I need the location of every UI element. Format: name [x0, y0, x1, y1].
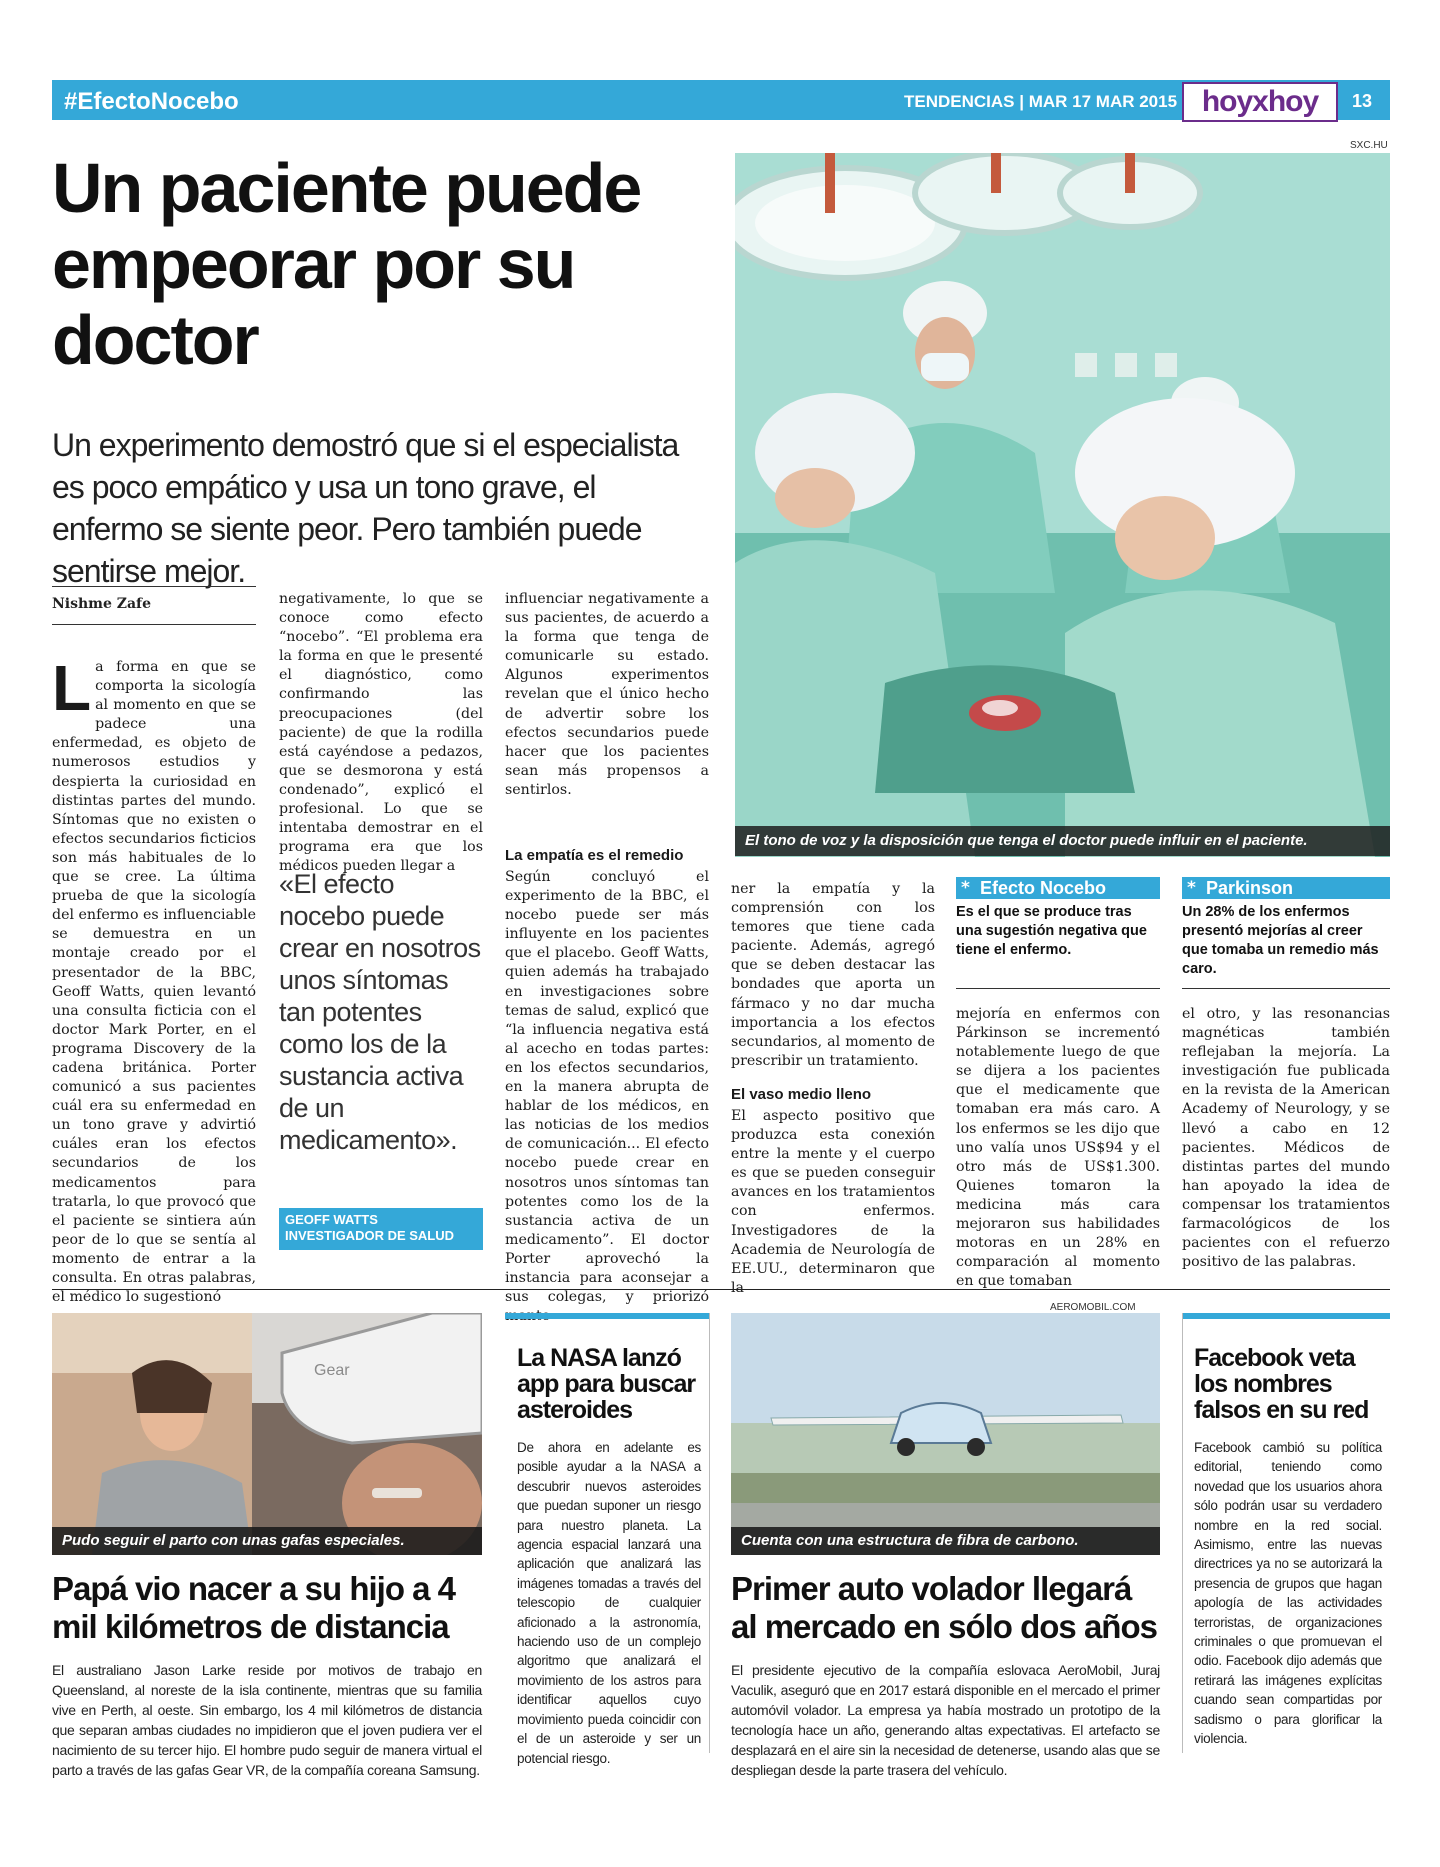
- car-photo-credit: AEROMOBIL.COM: [1050, 1302, 1136, 1313]
- section-tag[interactable]: #EfectoNocebo: [64, 88, 239, 115]
- byline-rule: [52, 624, 256, 625]
- date-line: TENDENCIAS | MAR 17 MAR 2015: [904, 92, 1178, 111]
- column-text: ner la empatía y la comprensión con los temores que tiene cada paciente. Además, agregó que se deben destacar las bondades que aporta un fármaco y no dar mucha importancia a los efectos secundarios, al momento de prescribir un tratamiento.: [731, 881, 935, 1069]
- vr-story-title[interactable]: Papá vio nacer a su hijo a 4 mil kilómetros de distancia: [52, 1570, 456, 1645]
- subhead-empatia: La empatía es el remedio: [505, 847, 684, 864]
- photo-caption-text: El tono de voz y la disposición que tenga el doctor puede influir en el paciente.: [745, 832, 1308, 849]
- car-caption-text: Cuenta con una estructura de fibra de carbono.: [741, 1532, 1079, 1549]
- page-number: 13: [1352, 91, 1373, 111]
- column-text: El aspecto positivo que produzca esta conexión entre la mente y el cuerpo es que se pueden conseguir avances en los tratamientos con enfermos. Investigadores de la Academia de Neurología de EE.UU., determinaron que la: [731, 1107, 935, 1296]
- photo-credit: SXC.HU: [1350, 140, 1388, 151]
- car-caption: [731, 1527, 1160, 1555]
- fact-box-parkinson-header: [1182, 877, 1390, 899]
- photo-caption: [735, 826, 1390, 856]
- article-column-3-bottom: [505, 840, 709, 1326]
- asterisk-icon: *: [961, 878, 970, 898]
- asterisk-icon: *: [1187, 878, 1196, 898]
- column-rule: [709, 1313, 710, 1753]
- article-column-3-top: influenciar negativamente a sus pacientes, de acuerdo a la forma que tenga de comunicarle su estado. Algunos experimentos revelan que el único hecho de advertir sobre los efectos secundarios puede hacer que los pacientes sean más propensos a sentirlos.: [505, 591, 709, 798]
- quote-author-name: GEOFF WATTS: [285, 1212, 378, 1227]
- facebook-box-accent: [1182, 1313, 1390, 1319]
- fact-box-parkinson-body: Un 28% de los enfermos presentó mejorías al creer que tomaba un remedio más caro.: [1182, 904, 1379, 977]
- column-text: a forma en que se comporta la sicología al momento en que se padece una enfermedad, es objeto de numerosos estudios y despierta la curiosidad en distintas partes del mundo. Síntomas que no existen o efectos secundarios ficticios son más habituales de lo que se cree. La última prueba de que la sicología del enfermo es influenciable se demuestra en un montaje creado por el presentador de la BBC, Geoff Watts, quien levantó una consulta ficticia con el doctor Mark Porter, en el programa Discovery de la cadena británica. Porter comunicó a sus pacientes cuál era su enfermedad en un tono grave y advirtió cuáles eran los efectos secundarios de los medicamentos para tratarla, lo que provocó que el paciente se sintiera aún peor de lo que se sentía al momento de entrar a la consulta. En otras palabras, el médico lo sugestionó: [52, 659, 256, 1306]
- newspaper-logo[interactable]: [1182, 82, 1338, 122]
- fact-box-nocebo-body: Es el que se produce tras una sugestión negativa que tiene el enfermo.: [956, 904, 1147, 958]
- quote-author-role: INVESTIGADOR DE SALUD: [285, 1228, 455, 1243]
- byline-rule: [52, 586, 256, 587]
- fact-box-rule: [1182, 988, 1390, 989]
- facebook-story-title[interactable]: Facebook veta los nombres falsos en su red: [1194, 1344, 1369, 1424]
- flying-car-illustration: [731, 1313, 1160, 1555]
- section-divider: [52, 1289, 1390, 1290]
- article-column-2: negativamente, lo que se conoce como efecto “nocebo”. “El problema era la forma en que le presenté el diagnóstico, como confirmando las preocupaciones (del paciente) de que la rodilla está cayéndose a pedazos, que se desmorona y está condenado”, explicó el profesional. Lo que se intentaba demostrar en el programa era que los médicos pueden llegar a: [279, 591, 483, 875]
- vr-story-photo: [52, 1313, 482, 1555]
- fact-box-rule: [956, 988, 1160, 989]
- fact-box-title: Parkinson: [1206, 878, 1294, 898]
- article-headline: Un paciente puede empeorar por su doctor: [52, 149, 641, 379]
- vr-illustration: [52, 1313, 482, 1555]
- headset-label: Gear: [314, 1362, 350, 1379]
- car-story-photo: [731, 1313, 1160, 1555]
- vr-caption-text: Pudo seguir el parto con unas gafas especiales.: [62, 1532, 405, 1549]
- nasa-story-title[interactable]: La NASA lanzó app para buscar asteroides: [517, 1344, 696, 1424]
- article-column-6: el otro, y las resonancias magnéticas también reflejaban la mejoría. La investigación fue publicada en la revista de la American Academy of Neurology, y se llevó a cabo en 12 pacientes. Médicos de distintas partes del mundo han apoyado la idea de compensar los tratamientos farmacológicos de los pacientes con el refuerzo positivo de las palabras.: [1182, 1006, 1390, 1271]
- surgery-photo: [735, 153, 1390, 857]
- car-story-title[interactable]: Primer auto volador llegará al mercado en sólo dos años: [731, 1570, 1157, 1645]
- article-column-4: [731, 880, 935, 1298]
- article-subheadline: Un experimento demostró que si el especialista es poco empático y usa un tono grave, el enfermo se siente peor. Pero también puede sentirse mejor.: [52, 427, 679, 589]
- car-story-body: El presidente ejecutivo de la compañía eslovaca AeroMobil, Juraj Vaculik, aseguró que en 2017 estará disponible en el mercado el primer automóvil volador. La empresa ya había mostrado un prototipo de la tecnología hace un año, generando altas expectativas. El artefacto se desplazará en el aire sin la necesidad de detenerse, usando alas que se despliegan desde la parte trasera del vehículo.: [731, 1662, 1160, 1778]
- facebook-story-body: Facebook cambió su política editorial, teniendo como novedad que los usuarios ahora sólo podrán usar su verdadero nombre en la red social. Asimismo, entre las nuevas directrices ya no se autorizará la presencia de grupos que hagan apología de las actividades terroristas, de organizaciones criminales o que promuevan el odio. Facebook dijo además que retirará las imágenes explícitas cuando sean compartidas por sadismo o para glorificar la violencia.: [1194, 1440, 1382, 1747]
- subhead-vaso: El vaso medio lleno: [731, 1085, 872, 1103]
- article-column-5: mejoría en enfermos con Párkinson se incrementó notablemente luego de que se dijera a los pacientes que el medicamente que tomaban era más caro. A los enfermos se les dijo que uno valía unos US$94 y el otro más de US$1.300. Quienes tomaron la medicina más cara mejoraron sus habilidades motoras en un 28% en comparación al momento en que tomaban: [956, 1006, 1160, 1290]
- logo-text: hoyxhoy: [1201, 85, 1319, 118]
- nasa-story-body: De ahora en adelante es posible ayudar a la NASA a descubrir nuevos asteroides que puedan suponer un riesgo para nuestro planeta. La agencia espacial lanzará una aplicación que analizará las imágenes tomadas a través del telescopio de cualquier aficionado a la astronomía, haciendo uso de un complejo algoritmo que analizará el movimiento de los astros para identificar aquellos cuyo movimiento pueda coincidir con el de un asteroide y ser un potencial riesgo.: [517, 1440, 701, 1766]
- pull-quote: «El efecto nocebo puede crear en nosotros unos síntomas tan potentes como los de la sustancia activa de un medicamento».: [279, 869, 481, 1155]
- column-text: Según concluyó el experimento de la BBC, el nocebo puede ser más influyente en los pacientes que el placebo. Geoff Watts, quien además ha trabajado en investigaciones sobre temas de salud, explicó que “la influencia negativa está al acecho en todas partes: en los efectos secundarios, en la manera abrupta de hablar de los médicos, en las noticias de los medios de comunicación... El efecto nocebo puede crear en nosotros unos síntomas tan potentes como los de la sustancia activa de un medicamento”. El doctor Porter aprovechó la instancia para aconsejar a sus colegas, y priorizó: [505, 869, 709, 1306]
- vr-story-body: El australiano Jason Larke reside por motivos de trabajo en Queensland, al noreste de la isla continente, mientras que su familia vive en Perth, al oeste. Sin embargo, los 4 mil kilómetros de distancia que separan ambas ciudades no impidieron que el joven pudiera ver el nacimiento de su tercer hijo. El hombre pudo seguir de manera virtual el parto a través de las gafas Gear VR, de la compañía coreana Samsung.: [52, 1662, 482, 1778]
- surgery-illustration: [735, 153, 1390, 857]
- nasa-box-accent: [505, 1313, 709, 1319]
- article-column-1: [52, 652, 256, 1307]
- vr-caption: [52, 1527, 482, 1555]
- column-rule: [1182, 1313, 1183, 1753]
- drop-cap: L: [52, 652, 92, 724]
- quote-attribution: [279, 1208, 483, 1250]
- fact-box-nocebo-header: [956, 877, 1160, 899]
- byline: Nishme Zafe: [52, 596, 151, 612]
- fact-box-title: Efecto Nocebo: [980, 878, 1107, 898]
